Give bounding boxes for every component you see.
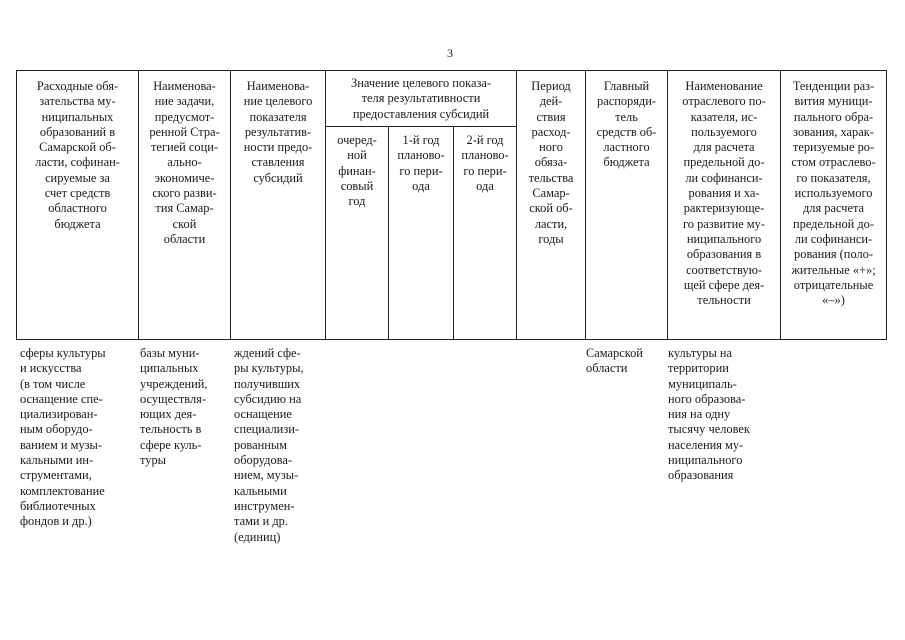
header-trends: Тенденции раз- вития муници- пального обра- зования, харак- теризуемые ро- стом отраслево- го показателя, используемого для расчета предельной до- ли софинанси- рования (поло- жительные «+»; отрицательные «–») (781, 71, 887, 340)
header-task-name: Наименова- ние задачи, предусмот- ренной Стра- тегией соци- ально- экономиче- ского разви- тия Самар- ской области (139, 71, 231, 340)
header-current-year: очеред- ной финан- совый год (326, 127, 389, 340)
header-plan-year-1: 1-й год планово- го пери- ода (389, 127, 454, 340)
continuation-task-name: базы муни- ципальных учреждений, осуществля- ющих дея- тельность в сфере куль- туры (140, 346, 208, 468)
continuation-obligations: сферы культуры и искусства (в том числе оснащение спе- циализирован- ным оборудо- ванием и музы- кальными ин- струментами, комплектование библиотечных фондов и др.) (20, 346, 106, 529)
header-target-indicator: Наименова- ние целевого показателя результатив- ности предо- ставления субсидий (231, 71, 326, 340)
header-obligations: Расходные обя- зательства му- ниципальных образований в Самарской об- ласти, софинан- сируемые за счет средств областного бюджета (17, 71, 139, 340)
continuation-chief-manager: Самарской области (586, 346, 643, 376)
header-table (16, 70, 887, 340)
header-target-values: Значение целевого показа- теля результативности предоставления субсидий (326, 71, 517, 127)
header-plan-year-2: 2-й год планово- го пери- ода (454, 127, 517, 340)
continuation-target-indicator: ждений сфе- ры культуры, получивших субсидию на оснащение специализи- рованным оборудова- нием, музы- кальными инструмен- тами и др. (единиц) (234, 346, 304, 544)
continuation-sector-indicator: культуры на территории муниципаль- ного образова- ния на одну тысячу человек населения му- ниципального образования (668, 346, 750, 483)
header-chief-manager: Главный распоряди- тель средств об- ластного бюджета (586, 71, 668, 340)
page-number: 3 (447, 46, 453, 60)
header-period: Период дей- ствия расход- ного обяза- тельства Самар- ской об- ласти, годы (517, 71, 586, 340)
header-sector-indicator: Наименование отраслевого по- казателя, ис- пользуемого для расчета предельной до- ли софинанси- рования и ха- рактеризующе- го развитие му- ниципального образования в соответствую- щей сфере дея- тельности (668, 71, 781, 340)
